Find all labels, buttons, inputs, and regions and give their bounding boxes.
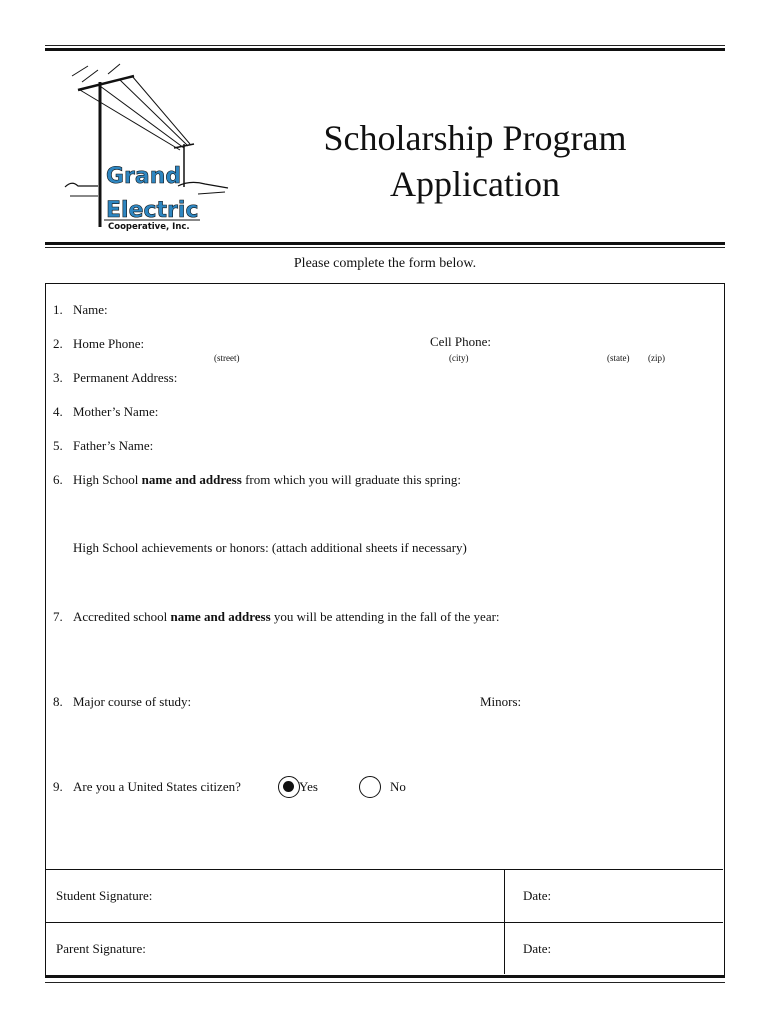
street-hint: (street) (214, 353, 240, 363)
field-number: 8. (53, 694, 63, 709)
grand-electric-logo (60, 62, 240, 232)
application-form (45, 283, 725, 978)
title-line-2: Application (390, 164, 560, 204)
logo-text-electric: Electric (106, 198, 199, 223)
field-number: 1. (53, 302, 63, 317)
achievements-label: High School achievements or honors: (attach additional sheets if necessary) (73, 540, 467, 555)
student-date-label: Date: (523, 888, 552, 903)
field-number: 3. (53, 370, 63, 385)
high-school-field[interactable] (53, 472, 461, 488)
cell-phone-field[interactable] (430, 334, 491, 350)
name-field[interactable] (53, 302, 108, 318)
student-signature-label[interactable]: Student Signature: (56, 888, 153, 903)
achievements-field[interactable] (73, 540, 467, 556)
home-phone-field[interactable] (53, 336, 144, 352)
logo-text-coop: Cooperative, Inc. (108, 222, 190, 232)
high-school-label-pre: High School (73, 472, 142, 487)
instructions: Please complete the form below. (293, 256, 477, 271)
top-rule (45, 45, 725, 51)
field-number: 2. (53, 336, 63, 351)
major-field[interactable] (53, 694, 191, 710)
high-school-label-post: from which you will graduate this spring: (241, 472, 461, 487)
field-number: 9. (53, 779, 63, 794)
signature-section (46, 869, 723, 977)
citizen-no-label[interactable]: No (390, 779, 406, 794)
fathers-name-label: Father’s Name: (73, 438, 154, 453)
citizen-yes-radio[interactable] (278, 776, 300, 798)
high-school-label-bold: name and address (141, 472, 242, 487)
permanent-address-label: Permanent Address: (73, 370, 178, 385)
mothers-name-field[interactable] (53, 404, 158, 420)
field-number: 7. (53, 609, 63, 624)
accredited-school-field[interactable] (53, 609, 500, 625)
citizenship-question (53, 779, 241, 795)
cell-phone-label: Cell Phone: (430, 334, 492, 349)
bottom-rule-thin (45, 982, 725, 983)
parent-date-cell[interactable] (504, 923, 723, 974)
accredited-label-pre: Accredited school (73, 609, 171, 624)
citizenship-label: Are you a United States citizen? (73, 779, 241, 794)
parent-signature-label[interactable]: Parent Signature: (56, 941, 146, 956)
state-hint: (state) (607, 353, 630, 363)
home-phone-label: Home Phone: (73, 336, 145, 351)
citizen-no-radio[interactable] (359, 776, 381, 798)
parent-signature-row (46, 922, 723, 974)
accredited-label-bold: name and address (170, 609, 271, 624)
title-line-1: Scholarship Program (323, 118, 627, 158)
student-signature-row (46, 870, 723, 922)
city-hint: (city) (449, 353, 469, 363)
field-number: 4. (53, 404, 63, 419)
parent-date-label: Date: (523, 941, 552, 956)
minors-field[interactable] (480, 694, 521, 710)
bottom-rule-thick (45, 975, 725, 978)
fathers-name-field[interactable] (53, 438, 153, 454)
student-date-cell[interactable] (504, 870, 723, 922)
minors-label: Minors: (480, 694, 522, 709)
accredited-label-post: you will be attending in the fall of the year: (270, 609, 500, 624)
header-rule (45, 242, 725, 248)
field-number: 6. (53, 472, 63, 487)
major-label: Major course of study: (73, 694, 192, 709)
logo-text-grand: Grand (106, 164, 182, 189)
name-label: Name: (73, 302, 108, 317)
zip-hint: (zip) (648, 353, 665, 363)
mothers-name-label: Mother’s Name: (73, 404, 159, 419)
field-number: 5. (53, 438, 63, 453)
page-title (290, 115, 660, 207)
permanent-address-field[interactable] (53, 370, 177, 386)
citizen-yes-label[interactable]: Yes (299, 779, 318, 794)
